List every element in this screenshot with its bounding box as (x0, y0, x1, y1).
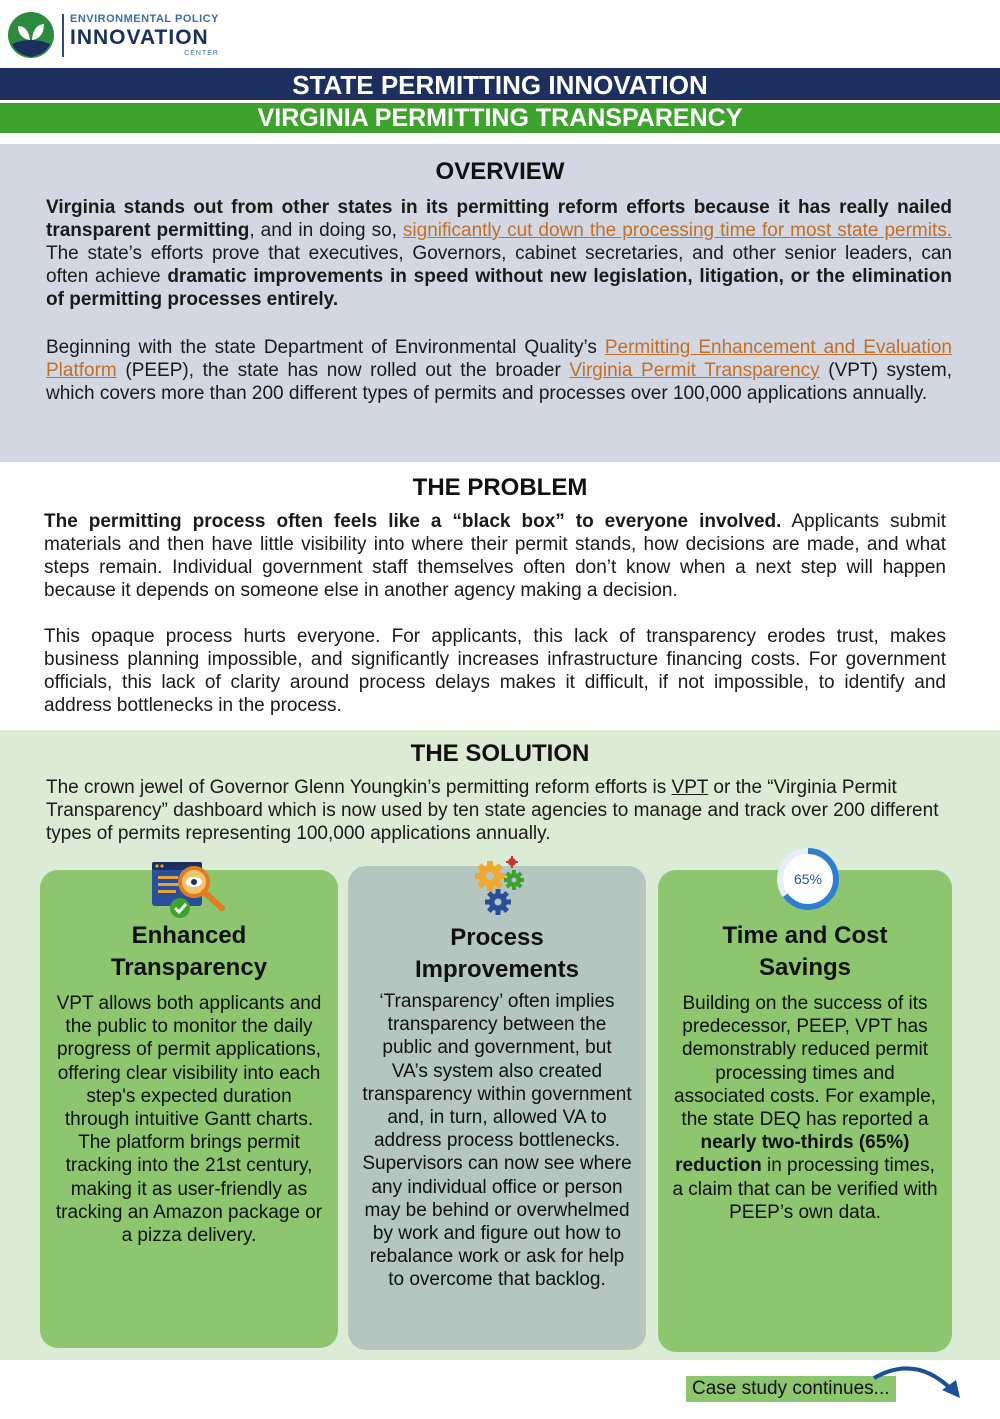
overview-p2-text-1: Beginning with the state Department of Environmental Quality’s (46, 337, 605, 358)
logo-text (62, 14, 219, 57)
leaf-globe-icon (6, 10, 56, 60)
solution-text-2: or the “Virginia Permit Transparency” dashboard which is now used by ten state agencies to manage and track over 200 different types of permits representing 100,000 applications annually. (46, 777, 939, 844)
card-title-line1: Process (450, 924, 544, 951)
solution-heading: THE SOLUTION (410, 740, 590, 767)
vpt-dashboard-link[interactable]: VPT (671, 777, 709, 798)
card-title-line2: Savings (758, 954, 852, 981)
logo-line3: CENTER (184, 49, 219, 57)
overview-section (0, 144, 1000, 462)
card-title (658, 920, 952, 984)
card-body: ‘Transparency’ often implies transparency between the public and government, but VA’s system also created transparency within government and, in turn, allowed VA to address process bottlenecks. Supervisors can now see where any individual office or person may be behind or overwhelmed by work and figure out how to rebalance work or ask for help to overcome that backlog. (362, 991, 632, 1291)
card-title-line1: Time and Cost (722, 922, 888, 949)
card-title (348, 922, 646, 986)
overview-bold-2: dramatic improvements in speed without new legislation, litigation, or the elimination of permitting processes entirely. (46, 266, 952, 310)
overview-p2-text-2: (PEEP), the state has now rolled out the broader (116, 360, 570, 381)
overview-paragraph-1 (46, 196, 952, 311)
card-time-cost-savings (658, 870, 952, 1352)
card-enhanced-transparency (40, 870, 338, 1348)
epic-logo (6, 6, 219, 64)
gears-icon (470, 854, 530, 918)
card-title (40, 920, 338, 984)
curved-arrow-icon (870, 1360, 966, 1404)
card-title-line2: Transparency (110, 954, 268, 981)
processing-time-link[interactable]: significantly cut down the processing time for most state permits. (402, 220, 953, 241)
problem-section (0, 462, 1000, 730)
progress-ring-icon (775, 846, 841, 912)
overview-text-1: , and in doing so, (249, 220, 403, 241)
card-body: VPT allows both applicants and the public to monitor the daily progress of permit applications, offering clear visibility into each step's expected duration through intuitive Gantt charts. The platform brings permit tracking into the 21st century, making it as user-friendly as tracking an Amazon package or a pizza delivery. (55, 993, 323, 1247)
case-study-continues[interactable]: Case study continues... (686, 1376, 896, 1402)
overview-text-2: The state’s efforts prove that executives, Governors, cabinet secretaries, and other senior leaders, can often achieve (46, 243, 952, 287)
card-title-line2: Improvements (414, 956, 580, 983)
problem-paragraph-1 (44, 510, 946, 602)
problem-heading: THE PROBLEM (412, 474, 588, 501)
card-title-line1: Enhanced (131, 922, 247, 949)
problem-paragraph-2: This opaque process hurts everyone. For applicants, this lack of transparency erodes trust, makes business planning impossible, and significantly increases infrastructure financing costs. For government officials, this lack of clarity around process delays makes it difficult, if not impossible, to identify and address bottlenecks in the process. (44, 626, 946, 716)
card-body-text-2: in processing times, a claim that can be verified with PEEP’s own data. (672, 1155, 938, 1223)
logo-line1: ENVIRONMENTAL POLICY (70, 12, 219, 25)
card-body-text-1: Building on the success of its predecessor, PEEP, VPT has demonstrably reduced permit processing times and associated costs. For example, the state DEQ has reported a (674, 993, 936, 1131)
solution-text-1: The crown jewel of Governor Glenn Youngkin’s permitting reform efforts is (46, 777, 672, 798)
vpt-link[interactable]: Virginia Permit Transparency (569, 360, 820, 381)
peep-link[interactable]: Permitting Enhancement and Evaluation Platform (46, 337, 952, 381)
banner-title: STATE PERMITTING INNOVATION (0, 68, 1000, 100)
card-process-improvements (348, 866, 646, 1350)
overview-p2-text-3: (VPT) system, which covers more than 200 different types of permits and processes over 100,000 applications annually. (46, 360, 952, 404)
card-body (672, 992, 938, 1224)
overview-heading: OVERVIEW (435, 158, 565, 185)
solution-paragraph (46, 776, 950, 845)
gauge-label: 65% (793, 871, 823, 887)
search-eye-icon (150, 858, 230, 920)
banner-subtitle: VIRGINIA PERMITTING TRANSPARENCY (0, 103, 1000, 133)
overview-bold-1: Virginia stands out from other states in its permitting reform efforts because it has really nailed transparent permitting (46, 197, 952, 241)
overview-paragraph-2 (46, 336, 952, 405)
problem-bold: The permitting process often feels like a “black box” to everyone involved. (44, 511, 782, 532)
card-body-bold: nearly two-thirds (65%) reduction (675, 1132, 910, 1177)
problem-text: Applicants submit materials and then have little visibility into where their permit stands, how decisions are made, and what steps remain. Individual government staff themselves often don’t know when a next step will happen because it depends on someone else in another agency making a decision. (44, 511, 946, 601)
logo-line2: INNOVATION (70, 25, 209, 49)
